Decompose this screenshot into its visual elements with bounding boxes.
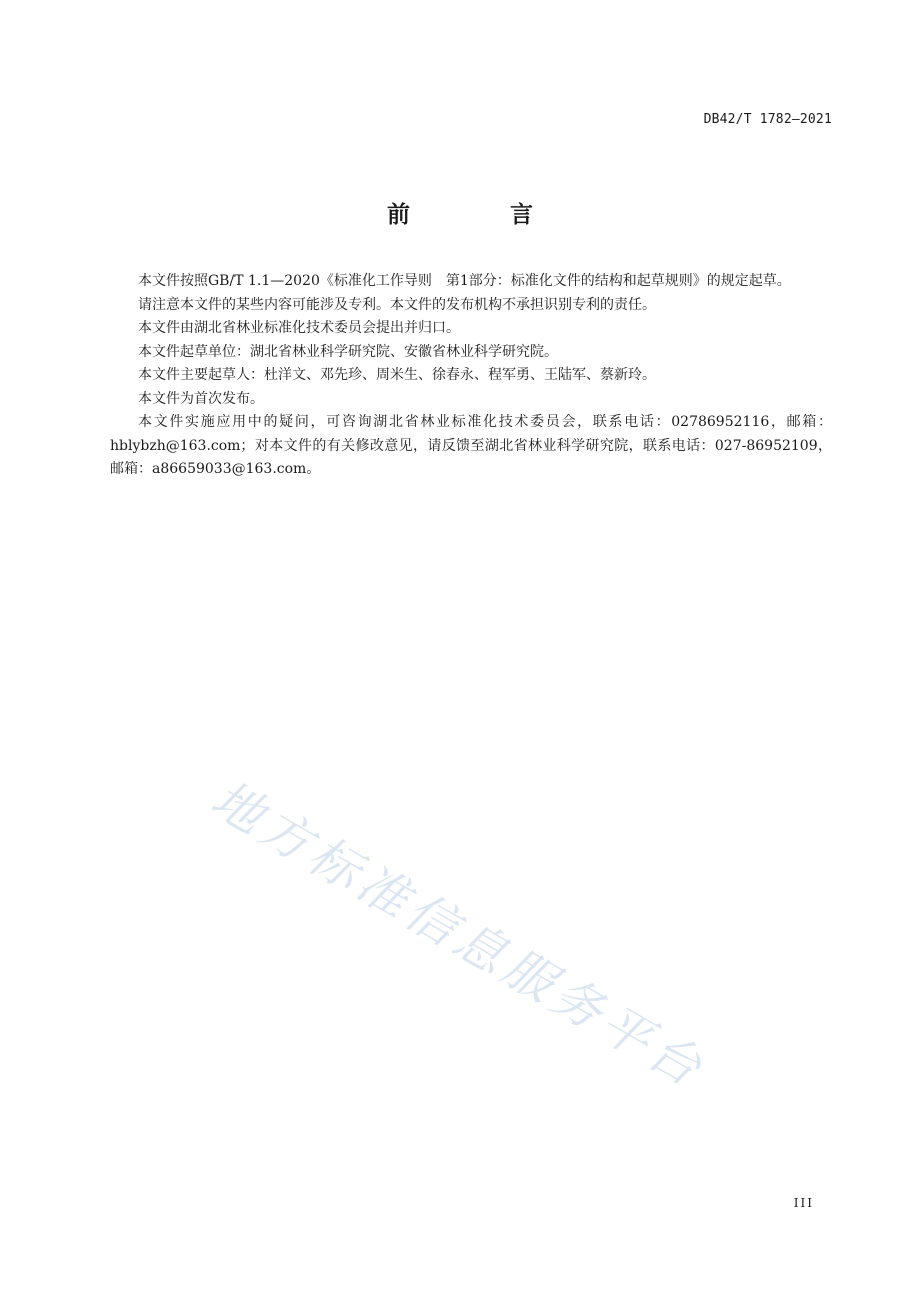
paragraph-drafters: 本文件主要起草人：杜洋文、邓先珍、周米生、徐春永、程军勇、王陆军、蔡新玲。 [138, 367, 656, 383]
paragraph-first-release: 本文件为首次发布。 [138, 390, 264, 407]
foreword-body [110, 270, 832, 482]
page-title: 前 言 [386, 202, 579, 228]
paragraph-drafting-units: 本文件起草单位：湖北省林业科学研究院、安徽省林业科学研究院。 [138, 343, 558, 360]
paragraph-proposer: 本文件由湖北省林业标准化技术委员会提出并归口。 [138, 320, 460, 336]
paragraph-drafting-rules: 本文件按照GB/T 1.1—2020《标准化工作导则 第1部分：标准化文件的结构和起草规则》的规定起草。 [138, 273, 791, 289]
watermark: 地方标准信息服务平台 [201, 769, 716, 1100]
paragraph-patent-notice: 请注意本文件的某些内容可能涉及专利。本文件的发布机构不承担识别专利的责任。 [138, 296, 656, 313]
page-number: III [793, 1196, 814, 1210]
document-code: DB42/T 1782—2021 [703, 112, 832, 127]
paragraph-contact-info: 本文件实施应用中的疑问，可咨询湖北省林业标准化技术委员会，联系电话：02786952116，邮箱：hblybzh@163.com；对本文件的有关修改意见，请反馈至湖北省林业科学研究院，联系电话：027-86952109，邮箱：a86659033@163.com。 [110, 414, 832, 477]
